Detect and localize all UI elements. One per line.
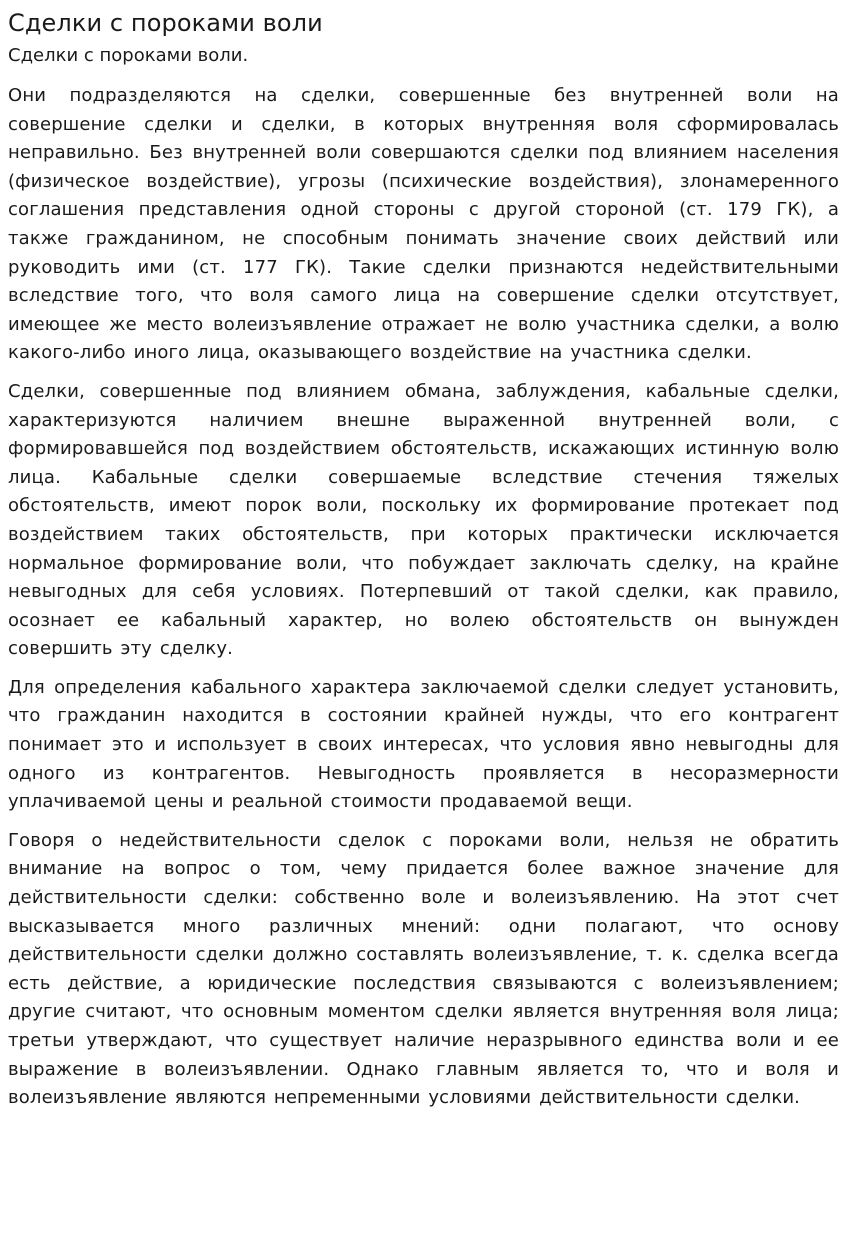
paragraph-2: Сделки, совершенные под влиянием обмана, заблуждения, кабальные сделки, характеризуются наличием внешне выраженной внутренней воли, с формировавшейся под воздействием обстоятельств, искажающих истинную волю лица. Кабальные сделки совершаемые вследствие стечения тяжелых обстоятельств, имеют порок воли, поскольку их формирование протекает под воздействием таких обстоятельств, при которых практически исключается нормальное формирование воли, что побуждает заключать сделку, на крайне невыгодных для себя условиях. Потерпевший от такой сделки, как правило, осознает ее кабальный характер, но волею обстоятельств он вынужден совершить эту сделку. — [8, 380, 839, 660]
page-title: Сделки с пороками воли — [8, 9, 323, 37]
article-subtitle: Сделки с пороками воли. — [8, 45, 249, 66]
paragraph-3: Для определения кабального характера заключаемой сделки следует установить, что гражданин находится в состоянии крайней нужды, что его контрагент понимает это и использует в своих интересах, что условия явно невыгодны для одного из контрагентов. Невыгодность проявляется в несоразмерности уплачиваемой цены и реальной стоимости продаваемой вещи. — [8, 676, 839, 813]
paragraph-1: Они подразделяются на сделки, совершенные без внутренней воли на совершение сделки и сделки, в которых внутренняя воля сформировалась неправильно. Без внутренней воли совершаются сделки под влиянием населения (физическое воздействие), угрозы (психические воздействия), злонамеренного соглашения представления одной стороны с другой стороной (ст. 179 ГК), а также гражданином, не способным понимать значение своих действий или руководить ими (ст. 177 ГК). Такие сделки признаются недействительными вследствие того, что воля самого лица на совершение сделки отсутствует, имеющее же место волеизъявление отражает не волю участника сделки, а волю какого-либо иного лица, оказывающего воздействие на участника сделки. — [8, 85, 839, 364]
paragraph-4: Говоря о недействительности сделок с пороками воли, нельзя не обратить внимание на вопрос о том, чему придается более важное значение для действительности сделки: собственно воле и волеизъявлению. На этот счет высказывается много различных мнений: одни полагают, что основу действительности сделки должно составлять волеизъявление, т. к. сделка всегда есть действие, а юридические последствия связываются с волеизъявлением; другие считают, что основным моментом сделки является внутренняя воля лица; третьи утверждают, что существует наличие неразрывного единства воли и ее выражение в волеизъявлении. Однако главным является то, что и воля и волеизъявление являются непременными условиями действительности сделки. — [8, 829, 839, 1109]
